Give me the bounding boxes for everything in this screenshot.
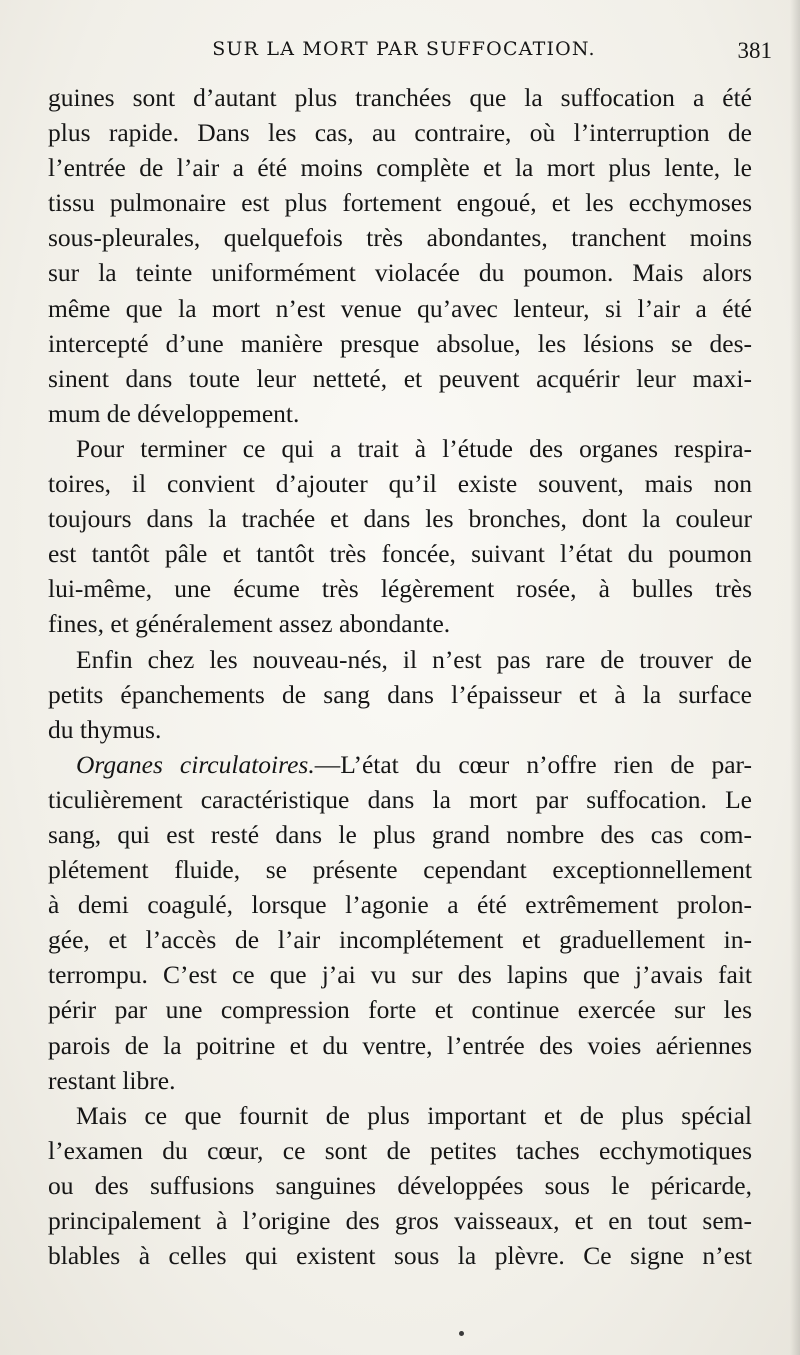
section-heading: Organes circulatoires. [76,749,315,779]
page-number: 381 [737,38,772,63]
text-line: gée, et l’accès de l’air incomplétement et graduellement in- [48,925,752,955]
text-line: plétement fluide, se présente cependant exceptionnellement [48,855,752,885]
paragraph-heading-line [48,747,752,782]
text-line: tissu pulmonaire est plus fortement engoué, et les ecchymoses [48,188,752,218]
text-line: sang, qui est resté dans le plus grand nombre des cas com- [48,819,752,849]
text-line: l’examen du cœur, ce sont de petites taches ecchymotiques [48,1135,752,1165]
text-line: lui-même, une écume très légèrement rosée, à bulles très [48,574,752,604]
text-line: intercepté d’une manière presque absolue, les lésions se des- [48,328,752,358]
text-line: périr par une compression forte et continue exercée sur les [48,995,752,1025]
text-line: sous-pleurales, quelquefois très abondantes, tranchent moins [48,223,752,253]
running-title: SUR LA MORT PAR SUFFOCATION. [212,38,596,60]
body-text [48,80,752,1273]
text-line: du thymus. [48,714,162,744]
text-line: mum de développement. [48,398,300,428]
text-line: terrompu. C’est ce que j’ai vu sur des lapins que j’avais fait [48,960,752,990]
text-line: restant libre. [48,1065,176,1095]
text-line: même que la mort n’est venue qu’avec lenteur, si l’air a été [48,293,752,323]
text-line-rest: —L’état du cœur n’offre rien de par- [314,749,752,779]
text-line: Enfin chez les nouveau-nés, il n’est pas rare de trouver de [76,644,752,674]
text-line: blables à celles qui existent sous la plèvre. Ce signe n’est [48,1241,752,1271]
text-line: toujours dans la trachée et dans les bronches, dont la couleur [48,504,752,534]
page-header [46,38,772,72]
text-line: à demi coagulé, lorsque l’agonie a été extrêmement prolon- [48,890,752,920]
text-line: guines sont d’autant plus tranchées que la suffocation a été [48,83,752,112]
text-line: ou des suffusions sanguines développées sous le péricarde, [48,1170,752,1200]
text-line: fines, et généralement assez abondante. [48,609,451,639]
page-edge-shadow [790,0,800,1355]
text-line: l’entrée de l’air a été moins complète et la mort plus lente, le [48,153,752,183]
text-line: est tantôt pâle et tantôt très foncée, suivant l’état du poumon [48,539,752,569]
text-line: toires, il convient d’ajouter qu’il existe souvent, mais non [48,469,752,499]
text-line: Pour terminer ce qui a trait à l’étude des organes respira- [76,433,752,463]
text-line: sur la teinte uniformément violacée du poumon. Mais alors [48,258,752,288]
text-line: petits épanchements de sang dans l’épaisseur et à la surface [48,679,752,709]
text-line: plus rapide. Dans les cas, au contraire, où l’interruption de [48,118,752,148]
text-line: ticulièrement caractéristique dans la mort par suffocation. Le [48,784,752,814]
text-line: Mais ce que fournit de plus important et de plus spécial [76,1100,752,1130]
text-line: parois de la poitrine et du ventre, l’entrée des voies aériennes [48,1030,752,1060]
print-mark-dot [459,1331,464,1336]
text-line: principalement à l’origine des gros vaisseaux, et en tout sem- [48,1206,752,1235]
text-line: sinent dans toute leur netteté, et peuvent acquérir leur maxi- [48,363,752,393]
